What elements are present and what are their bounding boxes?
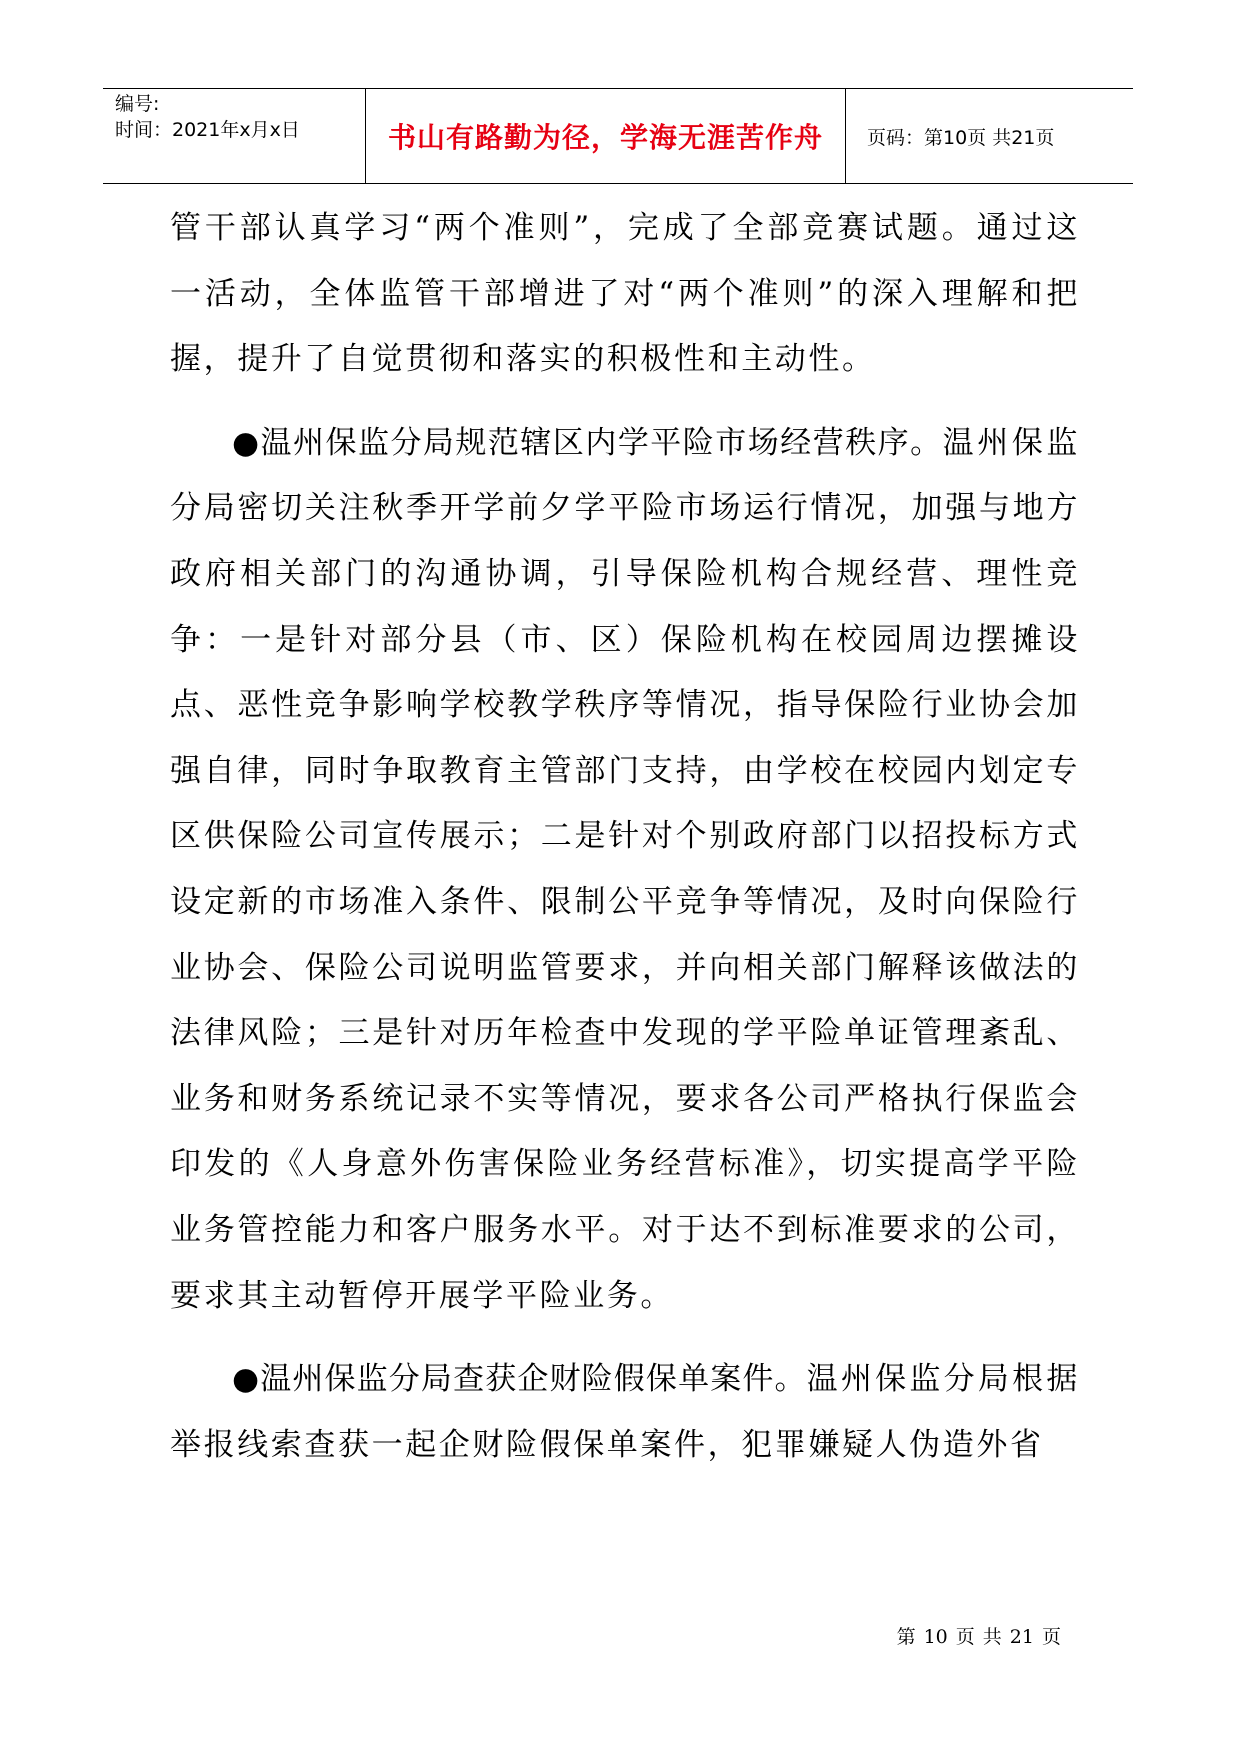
paragraph-text: 温州保监分局密切关注秋季开学前夕学平险市场运行情况，加强与地方政府相关部门的沟通协调，引导保险机构合规经营、理性竞争：一是针对部分县（市、区）保险机构在校园周边摆摊设点、恶性竞争影响学校教学秩序等情况，指导保险行业协会加强自律，同时争取教育主管部门支持，由学校在校园内划定专区供保险公司宣传展示；二是针对个别政府部门以招投标方式设定新的市场准入条件、限制公平竞争等情况，及时向保险行业协会、保险公司说明监管要求，并向相关部门解释该做法的法律风险；三是针对历年检查中发现的学平险单证管理紊乱、业务和财务系统记录不实等情况，要求各公司严格执行保监会印发的《人身意外伤害保险业务经营标准》，切实提高学平险业务管控能力和客户服务水平。对于达不到标准要求的公司，要求其主动暂停开展学平险业务。	[170, 424, 1080, 1314]
paragraph-lead-heading: ●温州保监分局规范辖区内学平险市场经营秩序。	[232, 424, 943, 461]
paragraph-text: 管干部认真学习“两个准则”，完成了全部竞赛试题。通过这一活动，全体监管干部增进了对“两个准则”的深入理解和把握，提升了自觉贯彻和落实的积极性和主动性。	[170, 210, 1080, 378]
footer-total-unit: 页	[1041, 1626, 1061, 1648]
page-header	[103, 88, 1133, 184]
document-time-label: 时间：2021年x月x日	[115, 119, 300, 141]
paragraph-continued	[170, 196, 1080, 393]
paragraph-text: 温州保监分局根据举报线索查获一起企财险假保单案件，犯罪嫌疑人伪造外省	[170, 1361, 1080, 1463]
header-motto: 书山有路勤为径，学海无涯苦作舟	[387, 121, 823, 154]
footer-total-number: 21	[1009, 1626, 1034, 1648]
header-page-cell	[845, 89, 1133, 183]
page-footer	[0, 1622, 1061, 1649]
document-number-label: 编号:	[115, 93, 160, 115]
footer-total-label: 共	[982, 1626, 1002, 1648]
header-left-cell	[103, 89, 365, 183]
paragraph-wenzhou-fake-policy	[170, 1347, 1080, 1478]
footer-page-unit: 页	[955, 1626, 975, 1648]
footer-page-label: 第	[896, 1626, 916, 1648]
footer-page-number: 10	[923, 1626, 948, 1648]
header-motto-cell	[365, 89, 846, 183]
header-page-info: 页码：第10页 共21页	[867, 126, 1055, 149]
paragraph-lead-heading: ●温州保监分局查获企财险假保单案件。	[232, 1361, 807, 1398]
paragraph-wenzhou-student-insurance	[170, 411, 1080, 1329]
document-body	[170, 196, 1080, 1478]
